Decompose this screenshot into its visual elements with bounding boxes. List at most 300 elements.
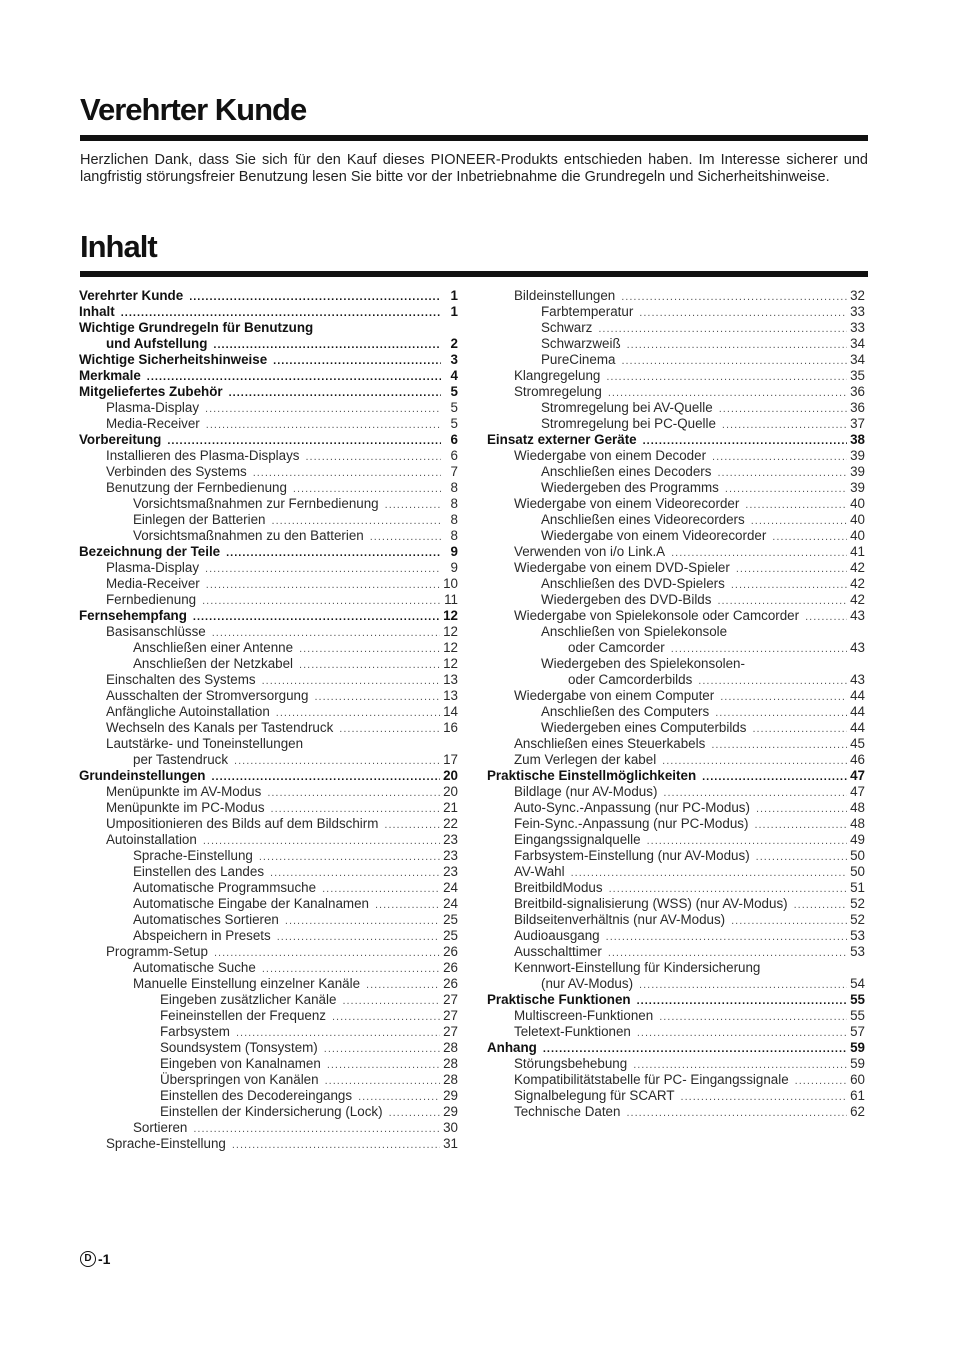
toc-entry [79, 336, 458, 352]
toc-entry-title: Fernsehempfang [79, 608, 187, 623]
toc-entry-title: Stromregelung bei PC-Quelle [541, 416, 716, 431]
toc-entry-leader [370, 529, 441, 545]
toc-entry-leader [273, 353, 441, 369]
toc-entry [79, 528, 458, 544]
toc-entry-page: 20 [443, 784, 458, 799]
toc-entry-page: 40 [850, 496, 865, 511]
toc-entry-title: Schwarz [541, 320, 593, 335]
toc-entry-title: Audioausgang [514, 928, 600, 943]
toc-entry-leader [339, 721, 440, 737]
toc-entry-title: Eingeben von Kanalnamen [160, 1056, 321, 1071]
toc-entry [79, 752, 458, 768]
toc-entry [487, 512, 865, 528]
toc-entry-leader [277, 929, 440, 945]
toc-entry-page: 13 [443, 688, 458, 703]
toc-entry-leader [121, 305, 441, 321]
toc-entry-page: 2 [450, 336, 458, 351]
toc-entry-leader [276, 705, 440, 721]
toc-entry-title: Anschließen des DVD-Spielers [541, 576, 725, 591]
toc-entry [79, 1088, 458, 1104]
toc-entry-leader [332, 1009, 440, 1025]
toc-entry-page: 12 [443, 608, 458, 623]
toc-entry-title: Verwenden von i/o Link.A [514, 544, 666, 559]
toc-entry-page: 38 [850, 432, 865, 447]
toc-entry-page: 39 [850, 448, 865, 463]
toc-entry-title: Vorsichtsmaßnahmen zu den Batterien [133, 528, 364, 543]
toc-entry-page: 48 [850, 800, 865, 815]
toc-entry-leader [606, 369, 847, 385]
toc-entry-title: Automatische Eingabe der Kanalnamen [133, 896, 369, 911]
toc-entry-title: Verehrter Kunde [79, 288, 184, 303]
toc-entry-page: 14 [443, 704, 458, 719]
toc-entry-title: Bildeinstellungen [514, 288, 616, 303]
toc-entry-leader [206, 577, 440, 593]
toc-entry-page: 28 [443, 1040, 458, 1055]
toc-entry-leader [717, 593, 847, 609]
toc-entry [79, 960, 458, 976]
toc-entry-leader [772, 529, 847, 545]
toc-entry-leader [671, 545, 847, 561]
toc-entry-leader [322, 881, 440, 897]
toc-entry [79, 1104, 458, 1120]
toc-entry-title: Technische Daten [514, 1104, 621, 1119]
toc-entry-leader [271, 801, 441, 817]
toc-entry-page: 62 [850, 1104, 865, 1119]
toc-entry-leader [647, 833, 848, 849]
toc-entry-title: Wichtige Grundregeln für Benutzung [79, 320, 314, 335]
toc-entry-page: 22 [443, 816, 458, 831]
toc-entry-page: 5 [450, 384, 458, 399]
toc-entry-leader [637, 1025, 847, 1041]
toc-entry [79, 672, 458, 688]
toc-entry-leader [270, 865, 440, 881]
toc-entry-leader [752, 721, 847, 737]
toc-entry-page: 27 [443, 1024, 458, 1039]
toc-entry-title: Plasma-Display [106, 400, 200, 415]
toc-entry-title: Umpositionieren des Bilds auf dem Bildschirm [106, 816, 379, 831]
toc-entry-page: 42 [850, 576, 865, 591]
toc-entry-page: 45 [850, 736, 865, 751]
toc-entry-page: 39 [850, 464, 865, 479]
toc-entry-leader [633, 1057, 847, 1073]
toc-entry-title: Wiedergeben des Spielekonsolen- [541, 656, 745, 671]
toc-entry-title: Automatisches Sortieren [133, 912, 279, 927]
toc-entry-leader [167, 433, 441, 449]
toc-entry [487, 944, 865, 960]
toc-entry [79, 720, 458, 736]
toc-entry-leader [366, 977, 440, 993]
toc-entry-title: Soundsystem (Tonsystem) [160, 1040, 318, 1055]
toc-entry-page: 23 [443, 848, 458, 863]
toc-entry [487, 400, 865, 416]
toc-entry-page: 55 [850, 992, 865, 1007]
region-mark-icon: D [80, 1251, 96, 1267]
toc-entry-leader [621, 353, 847, 369]
toc-entry [79, 544, 458, 560]
toc-entry-page: 13 [443, 672, 458, 687]
toc-entry [487, 608, 865, 624]
toc-entry [79, 848, 458, 864]
toc-entry-page: 8 [450, 496, 458, 511]
toc-entry-page: 26 [443, 960, 458, 975]
toc-entry-title: Farbtemperatur [541, 304, 634, 319]
toc-entry-page: 44 [850, 704, 865, 719]
toc-entry [487, 320, 865, 336]
toc-entry-leader [267, 785, 440, 801]
toc-entry-title: Wichtige Sicherheitshinweise [79, 352, 268, 367]
toc-entry-leader [745, 497, 847, 513]
toc-entry-title: Feineinstellen der Frequenz [160, 1008, 326, 1023]
toc-entry-page: 53 [850, 944, 865, 959]
toc-entry-leader [754, 817, 847, 833]
toc-entry-title: Praktische Einstellmöglichkeiten [487, 768, 697, 783]
toc-entry-page: 34 [850, 336, 865, 351]
toc-entry [79, 736, 458, 752]
toc-entry [487, 912, 865, 928]
toc-entry-title: Wiedergeben des DVD-Bilds [541, 592, 712, 607]
toc-entry-title: Inhalt [79, 304, 115, 319]
toc-entry-leader [325, 1073, 441, 1089]
toc-entry [79, 1136, 458, 1152]
toc-entry-title: Ausschalttimer [514, 944, 602, 959]
toc-entry-page: 8 [450, 480, 458, 495]
toc-entry-leader [234, 753, 440, 769]
toc-entry-leader [711, 737, 847, 753]
toc-entry-title: Anfängliche Autoinstallation [106, 704, 270, 719]
toc-entry [487, 1056, 865, 1072]
toc-entry-page: 24 [443, 880, 458, 895]
toc-entry-title: Wiedergabe von einem Computer [514, 688, 715, 703]
toc-entry-leader [299, 641, 440, 657]
intro-paragraph: Herzlichen Dank, dass Sie sich für den Kauf dieses PIONEER-Produkts entschieden haben. Im Interesse sicherer und langfristig störungsfreier Benutzung lesen Sie bitte vor der Inbetriebnahme die Grundregeln und Sicherheitshinweise. [80, 152, 868, 185]
toc-entry [79, 864, 458, 880]
toc-entry-title: Anschließen eines Decoders [541, 464, 712, 479]
toc-entry-leader [731, 577, 847, 593]
toc-entry [79, 688, 458, 704]
toc-entry [487, 432, 865, 448]
toc-entry-leader [205, 561, 441, 577]
toc-entry-page: 11 [444, 592, 458, 607]
toc-entry-page: 7 [450, 464, 458, 479]
toc-entry-title: Vorsichtsmaßnahmen zur Fernbedienung [133, 496, 379, 511]
toc-entry-leader [193, 1121, 440, 1137]
toc-entry-page: 59 [850, 1056, 865, 1071]
toc-entry-title: Wiedergeben eines Computerbilds [541, 720, 747, 735]
toc-entry-page: 6 [450, 448, 458, 463]
toc-entry-leader [293, 481, 441, 497]
toc-entry [79, 1024, 458, 1040]
toc-entry-page: 44 [850, 688, 865, 703]
toc-entry-leader [702, 769, 847, 785]
toc-entry [487, 928, 865, 944]
toc-entry [487, 880, 865, 896]
toc-entry-page: 30 [443, 1120, 458, 1135]
toc-entry [487, 656, 865, 672]
toc-entry [487, 480, 865, 496]
toc-entry-page: 39 [850, 480, 865, 495]
toc-entry-title: Wiedergabe von einem DVD-Spieler [514, 560, 730, 575]
toc-entry-page: 47 [850, 784, 865, 799]
toc-entry [79, 656, 458, 672]
toc-entry [487, 1072, 865, 1088]
toc-entry-leader [147, 369, 441, 385]
toc-entry-leader [272, 513, 441, 529]
toc-entry-page: 44 [850, 720, 865, 735]
toc-entry-page: 32 [850, 288, 865, 303]
toc-entry [79, 416, 458, 432]
toc-entry [487, 672, 865, 688]
toc-entry-page: 49 [850, 832, 865, 847]
toc-entry-page: 28 [443, 1056, 458, 1071]
toc-entry-page: 25 [443, 928, 458, 943]
toc-entry-page: 27 [443, 992, 458, 1007]
toc-entry [79, 912, 458, 928]
toc-entry-page: 50 [850, 864, 865, 879]
toc-entry-title: Automatische Suche [133, 960, 256, 975]
toc-entry [79, 464, 458, 480]
toc-entry [487, 288, 865, 304]
toc-entry [79, 288, 458, 304]
toc-entry-title: Einlegen der Batterien [133, 512, 266, 527]
toc-entry-leader [262, 673, 440, 689]
toc-entry [79, 896, 458, 912]
page-number: -1 [98, 1251, 111, 1267]
toc-entry [487, 640, 865, 656]
toc-entry-title: Einstellen des Landes [133, 864, 265, 879]
toc-entry-title: Grundeinstellungen [79, 768, 206, 783]
toc-entry-leader [621, 289, 847, 305]
toc-entry-title: Automatische Programmsuche [133, 880, 317, 895]
toc-entry-title: AV-Wahl [514, 864, 565, 879]
toc-entry [79, 624, 458, 640]
toc-entry [487, 384, 865, 400]
toc-entry-title: Einsatz externer Geräte [487, 432, 637, 447]
toc-entry-title: Media-Receiver [106, 576, 200, 591]
toc-entry-leader [189, 289, 441, 305]
toc-entry-page: 33 [850, 320, 865, 335]
toc-entry-title: Wechseln des Kanals per Tastendruck [106, 720, 334, 735]
toc-entry-title: Fernbedienung [106, 592, 197, 607]
toc-column-right [487, 288, 865, 1120]
toc-entry [487, 1088, 865, 1104]
toc-entry-page: 5 [450, 400, 458, 415]
toc-entry-title: Einstellen der Kindersicherung (Lock) [160, 1104, 383, 1119]
toc-entry-title: Anschließen eines Steuerkabels [514, 736, 706, 751]
toc-entry [79, 576, 458, 592]
toc-entry-leader [715, 705, 847, 721]
toc-entry [487, 1104, 865, 1120]
toc-entry-leader [719, 401, 847, 417]
toc-entry-title: Ausschalten der Stromversorgung [106, 688, 309, 703]
toc-entry-page: 46 [850, 752, 865, 767]
toc-entry-leader [598, 321, 847, 337]
toc-entry-leader [259, 849, 440, 865]
toc-entry-title: Vorbereitung [79, 432, 162, 447]
toc-entry [79, 432, 458, 448]
toc-entry-leader [725, 481, 847, 497]
toc-entry [487, 816, 865, 832]
toc-entry-leader [205, 401, 441, 417]
toc-entry-page: 52 [850, 912, 865, 927]
toc-entry-leader [805, 609, 847, 625]
toc-entry-page: 28 [443, 1072, 458, 1087]
toc-entry [487, 544, 865, 560]
toc-entry-title: Sprache-Einstellung [133, 848, 253, 863]
toc-entry [487, 736, 865, 752]
toc-entry [487, 800, 865, 816]
toc-entry-title: Mitgeliefertes Zubehör [79, 384, 223, 399]
toc-entry [487, 992, 865, 1008]
toc-entry-page: 51 [850, 880, 865, 895]
toc-entry-title: PureCinema [541, 352, 616, 367]
toc-entry-page: 33 [850, 304, 865, 319]
toc-entry-leader [637, 993, 847, 1009]
toc-entry [487, 704, 865, 720]
toc-entry-title: Merkmale [79, 368, 141, 383]
toc-entry-page: 6 [450, 432, 458, 447]
toc-entry-page: 29 [443, 1088, 458, 1103]
toc-entry-leader [756, 801, 847, 817]
toc-entry-title: Anschließen eines Videorecorders [541, 512, 745, 527]
toc-entry-leader [608, 945, 847, 961]
toc-entry-page: 12 [443, 640, 458, 655]
toc-entry-title: Wiedergabe von einem Videorecorder [541, 528, 767, 543]
toc-entry-title: Bildseitenverhältnis (nur AV-Modus) [514, 912, 726, 927]
title-divider [80, 135, 868, 141]
toc-entry-leader [662, 753, 847, 769]
toc-entry-page: 24 [443, 896, 458, 911]
toc-entry-page: 43 [850, 608, 865, 623]
toc-entry [79, 512, 458, 528]
toc-entry-leader [385, 497, 441, 513]
toc-entry-page: 9 [450, 544, 458, 559]
toc-entry-page: 35 [850, 368, 865, 383]
toc-entry-page: 43 [850, 672, 865, 687]
toc-entry-page: 53 [850, 928, 865, 943]
toc-entry [79, 608, 458, 624]
toc-entry [487, 720, 865, 736]
toc-entry-leader [299, 657, 440, 673]
toc-entry-page: 1 [450, 288, 458, 303]
toc-entry-title: Anschließen von Spielekonsole [541, 624, 728, 639]
toc-entry-leader [193, 609, 440, 625]
toc-entry [487, 304, 865, 320]
toc-entry [79, 400, 458, 416]
toc-entry-title: Basisanschlüsse [106, 624, 206, 639]
toc-entry-title: Farbsystem [160, 1024, 230, 1039]
toc-entry [487, 864, 865, 880]
toc-column-left [79, 288, 458, 1152]
toc-entry-leader [736, 561, 847, 577]
toc-entry-page: 40 [850, 528, 865, 543]
toc-entry-page: 3 [450, 352, 458, 367]
toc-entry-title: Farbsystem-Einstellung (nur AV-Modus) [514, 848, 750, 863]
toc-entry [487, 1008, 865, 1024]
toc-entry-title: Störungsbehebung [514, 1056, 628, 1071]
toc-entry-title: Stromregelung bei AV-Quelle [541, 400, 713, 415]
toc-entry-title: und Aufstellung [106, 336, 208, 351]
toc-entry-page: 61 [850, 1088, 865, 1103]
toc-entry-title: Überspringen von Kanälen [160, 1072, 319, 1087]
toc-entry-leader [571, 865, 847, 881]
toc-entry-title: Verbinden des Systems [106, 464, 247, 479]
toc-entry-leader [543, 1041, 847, 1057]
toc-entry [79, 704, 458, 720]
toc-entry [487, 592, 865, 608]
toc-entry [79, 560, 458, 576]
toc-entry-title: Programm-Setup [106, 944, 208, 959]
toc-entry [79, 976, 458, 992]
toc-entry-page: 36 [850, 400, 865, 415]
toc-entry-leader [671, 641, 847, 657]
toc-entry-page: 34 [850, 352, 865, 367]
toc-entry-page: 21 [443, 800, 458, 815]
toc-entry-title: oder Camcorder [568, 640, 665, 655]
toc-entry-title: Manuelle Einstellung einzelner Kanäle [133, 976, 361, 991]
toc-entry-title: Wiedergabe von Spielekonsole oder Camcorder [514, 608, 800, 623]
toc-entry [487, 896, 865, 912]
toc-entry-page: 52 [850, 896, 865, 911]
toc-entry [79, 1056, 458, 1072]
toc-entry-title: Autoinstallation [106, 832, 197, 847]
toc-entry-leader [639, 305, 847, 321]
toc-entry-leader [203, 833, 440, 849]
toc-entry [79, 992, 458, 1008]
toc-entry-title: Anhang [487, 1040, 537, 1055]
toc-entry-leader [285, 913, 440, 929]
toc-entry-leader [712, 449, 847, 465]
toc-entry [79, 944, 458, 960]
toc-entry-leader [643, 433, 847, 449]
toc-entry [79, 496, 458, 512]
toc-entry [487, 576, 865, 592]
toc-entry-page: 59 [850, 1040, 865, 1055]
toc-entry-leader [375, 897, 440, 913]
toc-entry-leader [327, 1057, 440, 1073]
toc-entry-title: Anschließen des Computers [541, 704, 710, 719]
toc-entry [79, 1040, 458, 1056]
toc-entry-page: 5 [450, 416, 458, 431]
toc-entry-leader [717, 465, 847, 481]
toc-entry-leader [232, 1137, 440, 1153]
toc-entry-page: 12 [443, 624, 458, 639]
toc-entry-leader [681, 1089, 848, 1105]
toc-entry-leader [262, 961, 440, 977]
toc-entry [487, 688, 865, 704]
toc-entry-title: Installieren des Plasma-Displays [106, 448, 300, 463]
toc-entry [487, 976, 865, 992]
toc-entry-title: Menüpunkte im AV-Modus [106, 784, 262, 799]
toc-entry-title: Wiedergeben des Programms [541, 480, 719, 495]
toc-entry-page: 23 [443, 832, 458, 847]
toc-entry-leader [342, 993, 440, 1009]
toc-entry [487, 624, 865, 640]
toc-entry [79, 640, 458, 656]
toc-entry [487, 1024, 865, 1040]
page-title: Verehrter Kunde [80, 92, 307, 127]
toc-entry-page: 12 [443, 656, 458, 671]
toc-entry-leader [795, 1073, 847, 1089]
toc-entry [487, 848, 865, 864]
toc-entry-page: 25 [443, 912, 458, 927]
toc-entry-title: Lautstärke- und Toneinstellungen [106, 736, 304, 751]
toc-entry-leader [358, 1089, 440, 1105]
toc-entry [79, 448, 458, 464]
toc-entry-title: Media-Receiver [106, 416, 200, 431]
toc-entry-leader [389, 1105, 441, 1121]
toc-entry-leader [214, 945, 440, 961]
toc-entry [79, 352, 458, 368]
